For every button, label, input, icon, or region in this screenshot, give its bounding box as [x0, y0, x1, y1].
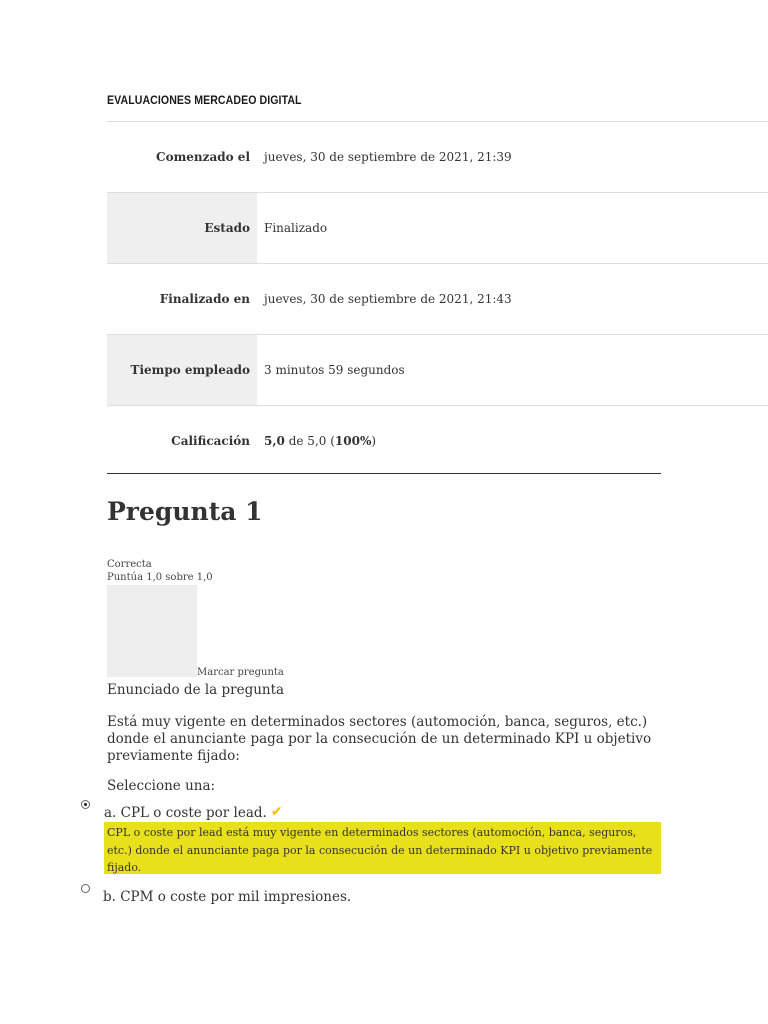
- attempt-summary-table: [107, 121, 768, 476]
- answer-feedback: CPL o coste por lead está muy vigente en determinados sectores (automoción, banca, seguros, etc.) donde el anunciante paga por la consecución de un determinado KPI u objetivo previamente fijado.: [104, 822, 661, 874]
- question-text-heading: Enunciado de la pregunta: [107, 682, 285, 698]
- summary-label: Finalizado en: [159, 292, 250, 306]
- answer-prompt: Seleccione una:: [107, 778, 216, 794]
- summary-row-started: [107, 122, 768, 193]
- summary-value: 3 minutos 59 segundos: [264, 363, 405, 377]
- summary-value: Finalizado: [264, 221, 328, 235]
- summary-row-state: [107, 193, 768, 264]
- document-title: EVALUACIONES MERCADEO DIGITAL: [107, 93, 302, 107]
- summary-row-grade: [107, 406, 768, 476]
- summary-label: Estado: [107, 193, 257, 263]
- question-text: Está muy vigente en determinados sectores (automoción, banca, seguros, etc.) donde el anunciante paga por la consecución de un determinado KPI u objetivo previamente fijado:: [107, 714, 652, 764]
- answer-a-radio[interactable]: [81, 800, 90, 809]
- summary-label: Calificación: [171, 434, 250, 448]
- grade-percent: 100%: [334, 434, 372, 448]
- question-score: Puntúa 1,0 sobre 1,0: [107, 572, 213, 583]
- grade-value: [257, 434, 376, 448]
- question-status: Correcta: [107, 559, 152, 570]
- check-icon: ✔: [270, 804, 283, 820]
- answer-b[interactable]: [103, 889, 351, 905]
- summary-value: jueves, 30 de septiembre de 2021, 21:43: [264, 292, 512, 306]
- grade-close: ): [371, 434, 377, 448]
- answer-a-label: a. CPL o coste por lead.: [104, 805, 267, 821]
- summary-row-finished: [107, 264, 768, 335]
- summary-value: jueves, 30 de septiembre de 2021, 21:39: [264, 150, 512, 164]
- question-info: [107, 558, 213, 584]
- flag-question-link[interactable]: Marcar pregunta: [197, 667, 284, 678]
- grade-out-of: de 5,0 (: [284, 434, 335, 448]
- answer-b-radio[interactable]: [81, 884, 90, 893]
- answer-b-label: b. CPM o coste por mil impresiones.: [103, 889, 352, 905]
- flag-question-icon[interactable]: [107, 585, 197, 677]
- question-heading: Pregunta 1: [107, 497, 263, 526]
- grade-score: 5,0: [264, 434, 285, 448]
- answer-a[interactable]: [104, 804, 283, 821]
- summary-row-time-taken: [107, 335, 768, 406]
- summary-label: Comenzado el: [156, 150, 250, 164]
- summary-label: Tiempo empleado: [107, 335, 257, 405]
